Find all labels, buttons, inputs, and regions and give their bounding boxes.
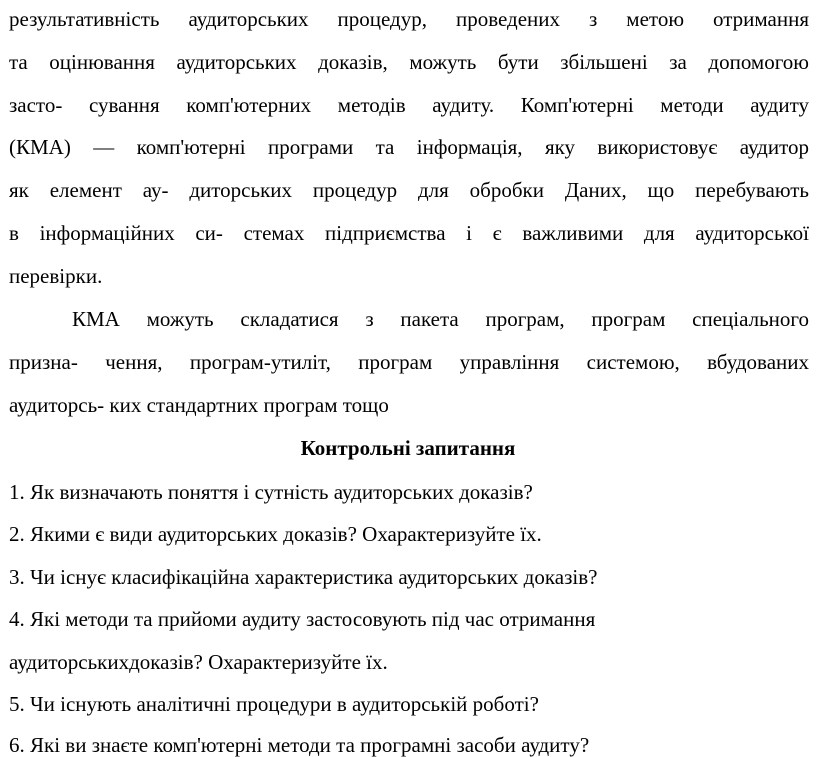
question-item: 4. Які методи та прийоми аудиту застосовують під час отримання [9,607,596,631]
paragraph-line: аудиторсь- ких стандартних програм тощо [9,393,389,417]
paragraph-line: перевірки. [9,264,103,288]
question-item: 3. Чи існує класифікаційна характеристика аудиторських доказів? [9,565,598,589]
paragraph-line: в інформаційних си- стемах підприємства і є важливими для аудиторської [9,221,809,245]
question-item-continuation: аудиторськихдоказів? Охарактеризуйте їх. [9,650,388,674]
paragraph-line: засто- сування комп'ютерних методів аудиту. Комп'ютерні методи аудиту [9,93,809,117]
paragraph-line: результативність аудиторських процедур, проведених з метою отримання [9,7,809,31]
paragraph-line: призна- чення, програм-утиліт, програм управління системою, вбудованих [9,350,809,374]
question-item: 6. Які ви знаєте комп'ютерні методи та програмні засоби аудиту? [9,733,590,757]
section-heading: Контрольні запитання [300,436,516,460]
question-item: 1. Як визначають поняття і сутність аудиторських доказів? [9,480,533,504]
paragraph-line: (КМА) — комп'ютерні програми та інформація, яку використовує аудитор [9,135,809,159]
question-item: 5. Чи існують аналітичні процедури в аудиторській роботі? [9,692,539,716]
paragraph-line: як елемент ау- диторських процедур для обробки Даних, що перебувають [9,178,809,202]
question-item: 2. Якими є види аудиторських доказів? Охарактеризуйте їх. [9,522,542,546]
paragraph-line: та оцінювання аудиторських доказів, можуть бути збільшені за допомогою [9,50,809,74]
paragraph-line: КМА можуть складатися з пакета програм, програм спеціального [72,307,809,331]
